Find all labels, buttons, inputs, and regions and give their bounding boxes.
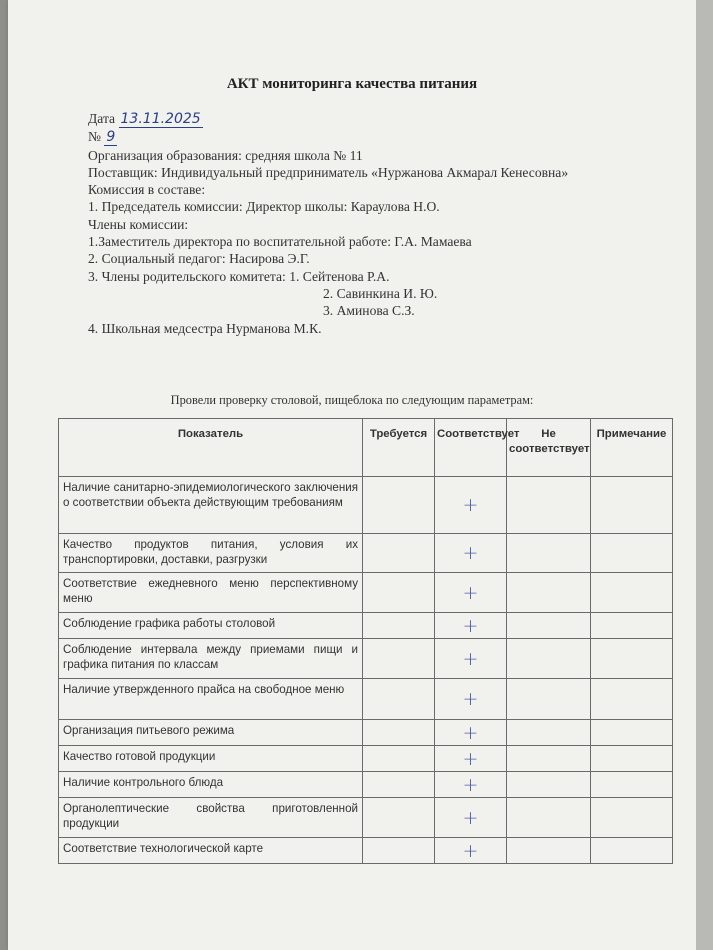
noncompliant-cell — [507, 798, 591, 838]
table-row — [59, 772, 673, 798]
date-value: 13.11.2025 — [120, 111, 201, 127]
header-info — [88, 110, 568, 337]
required-cell — [363, 746, 435, 772]
chair-line: 1. Председатель комиссии: Директор школы: Караулова Н.О. — [88, 199, 440, 215]
required-cell — [363, 613, 435, 639]
compliant-mark: + — [435, 613, 507, 639]
note-cell — [591, 772, 673, 798]
indicator-cell: Организация питьевого режима — [59, 720, 363, 746]
header-note: Примечание — [591, 419, 673, 477]
table-row — [59, 534, 673, 573]
required-cell — [363, 639, 435, 679]
indicator-cell: Соответствие технологической карте — [59, 838, 363, 864]
document-title: АКТ мониторинга качества питания — [226, 76, 478, 92]
compliant-mark: + — [435, 798, 507, 838]
indicator-cell: Качество готовой продукции — [59, 746, 363, 772]
table-row — [59, 838, 673, 864]
member-line-3b: 2. Савинкина И. Ю. — [323, 285, 438, 301]
note-cell — [591, 838, 673, 864]
document-page — [8, 0, 696, 950]
note-cell — [591, 798, 673, 838]
note-cell — [591, 679, 673, 720]
compliant-mark: + — [435, 838, 507, 864]
required-cell — [363, 772, 435, 798]
table-row — [59, 639, 673, 679]
compliant-mark: + — [435, 746, 507, 772]
header-required: Требуется — [363, 419, 435, 477]
date-line — [88, 110, 568, 128]
noncompliant-cell — [507, 746, 591, 772]
indicator-cell: Наличие санитарно-эпидемиологического заключения о соответствии объекта действующим требованиям — [59, 477, 363, 534]
note-cell — [591, 639, 673, 679]
header-indicator: Показатель — [59, 419, 363, 477]
required-cell — [363, 838, 435, 864]
indicator-cell: Соблюдение графика работы столовой — [59, 613, 363, 639]
table-row — [59, 746, 673, 772]
member-line-2: 2. Социальный педагог: Насирова Э.Г. — [88, 251, 310, 267]
note-cell — [591, 613, 673, 639]
noncompliant-cell — [507, 772, 591, 798]
compliant-mark: + — [435, 720, 507, 746]
supplier-line: Поставщик: Индивидуальный предприниматель «Нуржанова Акмарал Кенесовна» — [88, 164, 569, 180]
note-cell — [591, 477, 673, 534]
date-label: Дата — [88, 111, 116, 126]
compliant-mark: + — [435, 477, 507, 534]
header-noncompliant: Не соответствует — [507, 419, 591, 477]
intro-text: Провели проверку столовой, пищеблока по следующим параметрам: — [170, 393, 534, 407]
parameters-table — [58, 418, 673, 864]
noncompliant-cell — [507, 838, 591, 864]
compliant-mark: + — [435, 534, 507, 573]
compliant-mark: + — [435, 639, 507, 679]
member-line-4: 4. Школьная медсестра Нурманова М.К. — [88, 320, 322, 336]
number-value: 9 — [106, 129, 116, 146]
header-compliant: Соответствует — [435, 419, 507, 477]
table-row — [59, 798, 673, 838]
page-edge — [696, 0, 713, 950]
required-cell — [363, 534, 435, 573]
compliant-mark: + — [435, 679, 507, 720]
required-cell — [363, 573, 435, 613]
indicator-cell: Наличие утвержденного прайса на свободное меню — [59, 679, 363, 720]
organization-line: Организация образования: средняя школа № 11 — [88, 147, 363, 163]
required-cell — [363, 477, 435, 534]
member-line-3c: 3. Аминова С.З. — [323, 303, 415, 319]
required-cell — [363, 720, 435, 746]
indicator-cell: Органолептические свойства приготовленной продукции — [59, 798, 363, 838]
noncompliant-cell — [507, 613, 591, 639]
noncompliant-cell — [507, 534, 591, 573]
members-heading: Члены комиссии: — [88, 216, 189, 232]
number-label: № — [88, 129, 101, 145]
noncompliant-cell — [507, 679, 591, 720]
indicator-cell: Качество продуктов питания, условия их транспортировки, доставки, разгрузки — [59, 534, 363, 573]
noncompliant-cell — [507, 573, 591, 613]
noncompliant-cell — [507, 639, 591, 679]
table-row — [59, 679, 673, 720]
noncompliant-cell — [507, 477, 591, 534]
noncompliant-cell — [507, 720, 591, 746]
table-row — [59, 477, 673, 534]
note-cell — [591, 573, 673, 613]
note-cell — [591, 534, 673, 573]
table-row — [59, 613, 673, 639]
table-header-row — [59, 419, 673, 477]
compliant-mark: + — [435, 573, 507, 613]
indicator-cell: Наличие контрольного блюда — [59, 772, 363, 798]
note-cell — [591, 746, 673, 772]
note-cell — [591, 720, 673, 746]
member-line-1: 1.Заместитель директора по воспитательной работе: Г.А. Мамаева — [88, 234, 472, 250]
table-row — [59, 573, 673, 613]
indicator-cell: Соответствие ежедневного меню перспективному меню — [59, 573, 363, 613]
commission-line: Комиссия в составе: — [88, 182, 206, 198]
number-line — [88, 128, 568, 146]
table-row — [59, 720, 673, 746]
compliant-mark: + — [435, 772, 507, 798]
required-cell — [363, 679, 435, 720]
member-line-3: 3. Члены родительского комитета: 1. Сейтенова Р.А. — [88, 268, 390, 284]
indicator-cell: Соблюдение интервала между приемами пищи и графика питания по классам — [59, 639, 363, 679]
required-cell — [363, 798, 435, 838]
